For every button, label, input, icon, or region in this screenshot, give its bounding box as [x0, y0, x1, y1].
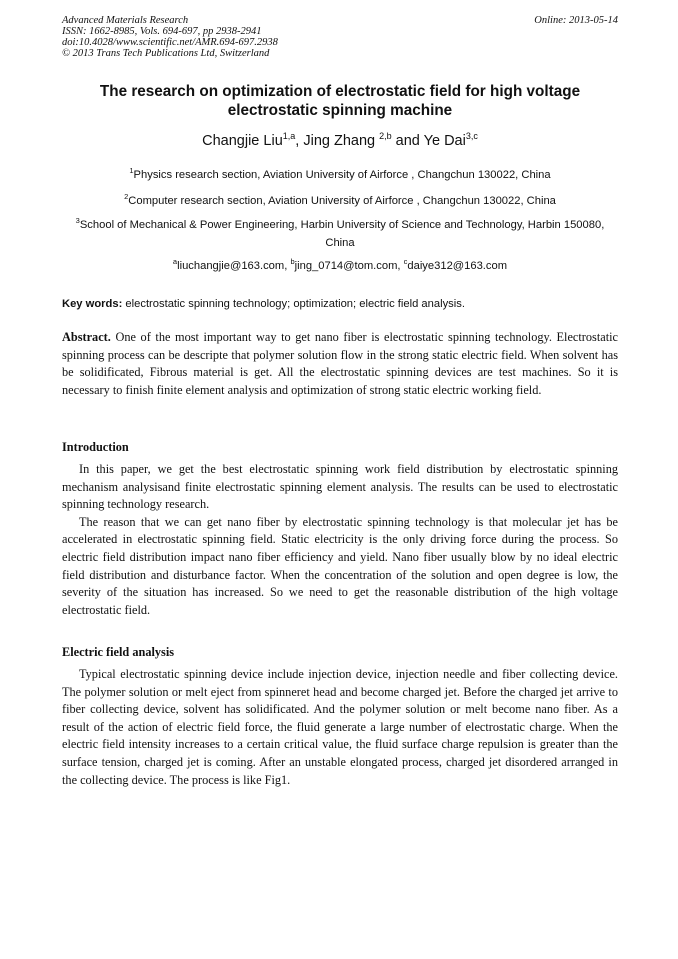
abstract-text: One of the most important way to get nano fiber is electrostatic spinning technology. Electrostatic spinning process can be descripte that polymer solution flow in the strong static electric field. When solvent has be solidificated, Fibrous material is get. All the electrostatic spinning devices are test machines. So it is necessary to finish finite element analysis and optimization of strong static electric working field.	[62, 330, 618, 397]
issn-line: ISSN: 1662-8985, Vols. 694-697, pp 2938-2941	[62, 26, 262, 37]
abstract	[62, 329, 618, 399]
title-line-1: The research on optimization of electrostatic field for high voltage	[99, 83, 581, 100]
doi-line: doi:10.4028/www.scientific.net/AMR.694-697.2938	[62, 37, 278, 48]
affiliation-superscript: 3	[75, 216, 80, 225]
journal-name: Advanced Materials Research	[62, 15, 189, 26]
affiliation-text: School of Mechanical & Power Engineering, Harbin University of Science and Technology, Harbin 150080, China	[79, 219, 605, 249]
author-superscript: 1,a	[282, 131, 296, 141]
affiliation-2	[62, 192, 618, 210]
affiliation-text: Physics research section, Aviation University of Airforce , Changchun 130022, China	[133, 169, 551, 181]
paragraph: In this paper, we get the best electrostatic spinning work field distribution by electrostatic spinning mechanism analysisand finite electrostatic spinning element analysis. The results can be used to electrostatic spinning technology research.	[62, 462, 618, 512]
affiliation-1	[62, 166, 618, 184]
author-superscript: 2,b	[379, 131, 392, 141]
paragraph: The reason that we can get nano fiber by electrostatic spinning technology is that molecular jet has be accelerated in electrostatic spinning field. Static electricity is the only driving force during the process. So electric field distribution impact nano fiber efficiency and yield. Nano fiber usually blow by no ideal electric field distribution and disturbance factor. When the concentration of the solution and open degree is low, the severity of the situation has increased. So we need to get the reasonable distribution of the high voltage electrostatic field.	[62, 514, 618, 617]
email-text: jing_0714@tom.com,	[294, 260, 404, 272]
online-date: Online: 2013-05-14	[534, 15, 618, 26]
email-text: daiye312@163.com	[407, 260, 508, 272]
section-heading-electric-field-analysis: Electric field analysis	[62, 645, 175, 659]
email-text: liuchangjie@163.com,	[177, 260, 291, 272]
email-superscript: c	[403, 257, 408, 266]
keywords-label: Key words:	[62, 298, 123, 310]
title-line-2: electrostatic spinning machine	[227, 102, 453, 119]
introduction-body	[62, 461, 618, 619]
affiliation-superscript: 2	[124, 192, 129, 201]
author-name: Changjie Liu	[202, 133, 283, 149]
keywords-text: electrostatic spinning technology; optimization; electric field analysis.	[122, 298, 465, 310]
author-superscript: 3,c	[465, 131, 478, 141]
electric-field-body	[62, 666, 618, 789]
email-superscript: a	[172, 257, 178, 266]
copyright-line: © 2013 Trans Tech Publications Ltd, Switzerland	[62, 48, 270, 59]
author-emails	[62, 257, 618, 275]
author-separator: and	[391, 133, 424, 149]
affiliation-text: Computer research section, Aviation University of Airforce , Changchun 130022, China	[128, 195, 556, 207]
section-heading-introduction: Introduction	[62, 440, 129, 454]
author-name: Ye Dai	[423, 133, 466, 149]
author-list	[62, 132, 618, 150]
author-name: Jing Zhang	[303, 133, 380, 149]
email-superscript: b	[290, 257, 295, 266]
author-separator: ,	[295, 133, 304, 149]
abstract-label: Abstract.	[62, 330, 111, 344]
paper-title	[62, 82, 618, 120]
paragraph: Typical electrostatic spinning device include injection device, injection needle and fiber collecting device. The polymer solution or melt eject from spinneret head and become charged jet. Before the charged jet arrive to fiber collecting device, solvent has solidificated. And the polymer solution or melt become nano fiber. As a result of the action of electric field force, the fluid generate a large number of electrostatic charge. When the electric field intensity increases to a certain critical value, the fluid surface charge repulsion is greater than the surface tension, charged jet is coming. After an unstable elongated process, charged jet disordered arranged in the collecting device. The process is like Fig1.	[62, 667, 618, 787]
keywords	[62, 296, 618, 312]
affiliation-superscript: 1	[129, 166, 134, 175]
affiliation-3	[62, 216, 618, 252]
journal-header	[62, 15, 618, 59]
